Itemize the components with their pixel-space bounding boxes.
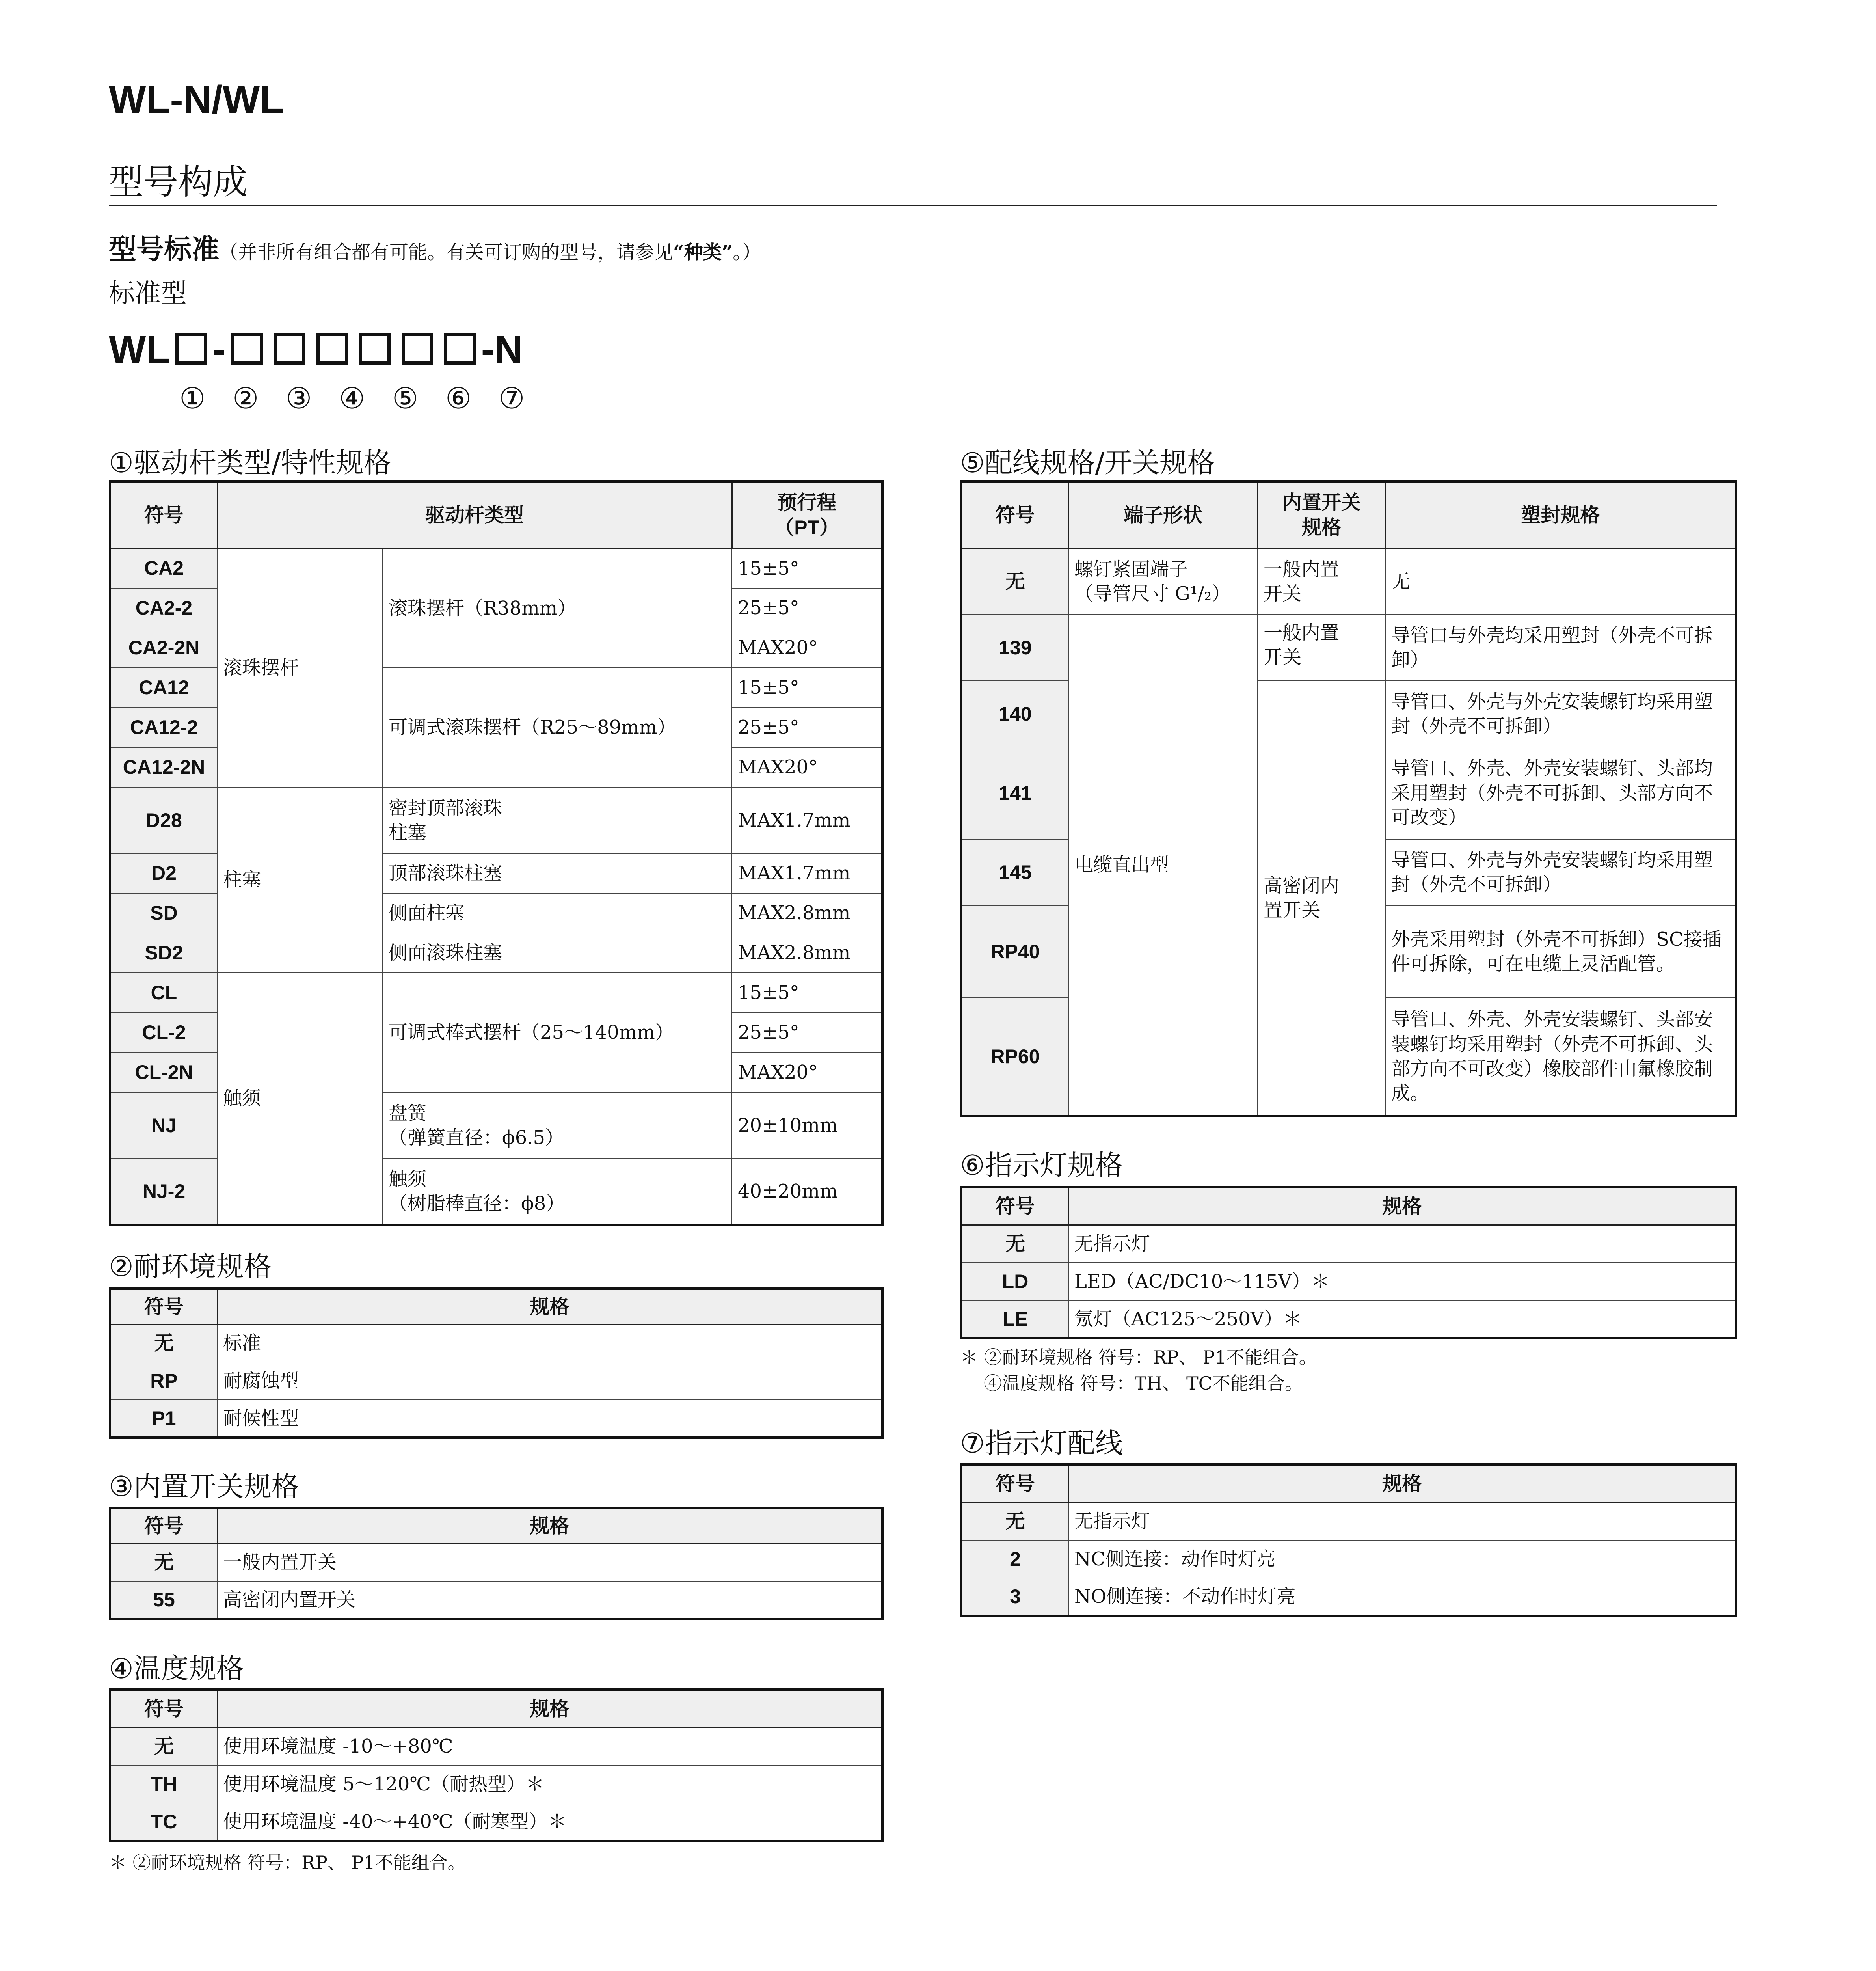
code-prefix: WL — [109, 328, 170, 372]
environment-table — [109, 1287, 884, 1439]
code-box-2 — [231, 333, 263, 365]
t1-header-pt: 预行程 （PT） — [732, 481, 882, 548]
actuator-table — [109, 480, 884, 1226]
table-row-code: 无 — [961, 1502, 1068, 1540]
pt-value: MAX20° — [732, 628, 882, 668]
table-row-code: NJ-2 — [110, 1159, 217, 1225]
position-number: ⑥ — [445, 382, 472, 415]
table-row-spec: NO侧连接：不动作时灯亮 — [1068, 1578, 1736, 1616]
table-row-spec: 使用环境温度 5～120℃（耐热型）＊ — [217, 1765, 882, 1803]
terminal-label: 螺钉紧固端子 （导管尺寸 G¹/₂） — [1068, 548, 1258, 615]
table-row-spec: NC侧连接：动作时灯亮 — [1068, 1540, 1736, 1578]
wiring-table — [960, 480, 1737, 1117]
indicator-wiring-table — [960, 1463, 1737, 1617]
table-row-code: 无 — [110, 1727, 217, 1765]
switch-table — [109, 1507, 884, 1620]
t2-header-spec: 规格 — [217, 1289, 882, 1324]
table-row-code: CA2-2 — [110, 588, 217, 628]
pt-value: MAX2.8mm — [732, 893, 882, 933]
table-row-spec: 高密闭内置开关 — [217, 1581, 882, 1619]
title-divider — [109, 205, 1717, 206]
type-label: 密封顶部滚珠 柱塞 — [383, 787, 732, 853]
table-row-code: RP60 — [961, 998, 1068, 1116]
table-row-code: P1 — [110, 1400, 217, 1438]
code-box-1 — [175, 333, 207, 365]
t1-header-type: 驱动杆类型 — [217, 481, 732, 548]
code-dash: - — [212, 328, 226, 372]
pt-value: MAX20° — [732, 1053, 882, 1092]
table-row-code: RP40 — [961, 905, 1068, 998]
switch-label: 一般内置 开关 — [1258, 615, 1385, 681]
table-row-code: 无 — [110, 1543, 217, 1581]
t6-footnote-1: ＊ ②耐环境规格 符号：RP、 P1不能组合。 — [960, 1347, 1317, 1368]
t2-title: ②耐环境规格 — [109, 1250, 272, 1283]
table-row-spec: 耐腐蚀型 — [217, 1362, 882, 1400]
position-number: ② — [233, 382, 259, 415]
t3-header-code: 符号 — [110, 1508, 217, 1543]
table-row-code: SD2 — [110, 933, 217, 973]
t5-header-terminal: 端子形状 — [1068, 481, 1258, 548]
t2-header-code: 符号 — [110, 1289, 217, 1324]
t4-header-code: 符号 — [110, 1690, 217, 1727]
switch-label: 一般内置 开关 — [1258, 548, 1385, 615]
table-row-code: RP — [110, 1362, 217, 1400]
t5-title: ⑤配线规格/开关规格 — [960, 447, 1215, 479]
table-row-code: 无 — [110, 1324, 217, 1362]
t7-title: ⑦指示灯配线 — [960, 1427, 1123, 1459]
table-row-code: 140 — [961, 681, 1068, 747]
t1-title: ①驱动杆类型/特性规格 — [109, 447, 391, 479]
table-row-code: 3 — [961, 1578, 1068, 1616]
terminal-label: 电缆直出型 — [1068, 615, 1258, 1116]
code-box-3 — [274, 333, 305, 365]
code-position-numbers — [179, 382, 552, 415]
pt-value: 15±5° — [732, 668, 882, 708]
table-row-code: LD — [961, 1263, 1068, 1300]
seal-spec: 导管口、外壳、外壳安装螺钉、头部均采用塑封（外壳不可拆卸、头部方向不可改变） — [1385, 747, 1736, 839]
t4-title: ④温度规格 — [109, 1652, 244, 1685]
standard-note-link[interactable]: “种类” — [673, 241, 733, 263]
standard-note-prefix: （并非所有组合都有可能。有关可订购的型号，请参见 — [219, 241, 674, 263]
pt-value: 40±20mm — [732, 1159, 882, 1225]
t7-header-code: 符号 — [961, 1464, 1068, 1502]
table-row-code: 141 — [961, 747, 1068, 839]
table-row-code: TC — [110, 1803, 217, 1841]
pt-value: 15±5° — [732, 973, 882, 1013]
seal-spec: 外壳采用塑封（外壳不可拆卸）SC接插件可拆除，可在电缆上灵活配管。 — [1385, 905, 1736, 998]
t6-header-spec: 规格 — [1068, 1187, 1736, 1225]
position-number: ③ — [286, 382, 312, 415]
section-title: 型号构成 — [109, 162, 248, 202]
pt-value: 15±5° — [732, 548, 882, 588]
t1-header-code: 符号 — [110, 481, 217, 548]
standard-title: 型号标准 — [109, 233, 219, 265]
pt-value: 20±10mm — [732, 1092, 882, 1159]
table-row-code: 55 — [110, 1581, 217, 1619]
t3-title: ③内置开关规格 — [109, 1470, 299, 1503]
code-box-4 — [316, 333, 348, 365]
t5-header-code: 符号 — [961, 481, 1068, 548]
table-row-code: CA12 — [110, 668, 217, 708]
t6-title: ⑥指示灯规格 — [960, 1149, 1123, 1181]
code-box-5 — [359, 333, 391, 365]
standard-note-suffix: 。） — [733, 241, 761, 263]
pt-value: 25±5° — [732, 588, 882, 628]
position-number: ④ — [339, 382, 365, 415]
group-label: 柱塞 — [217, 787, 383, 973]
type-label: 可调式棒式摆杆（25～140mm） — [383, 973, 732, 1092]
seal-spec: 导管口、外壳与外壳安装螺钉均采用塑封（外壳不可拆卸） — [1385, 681, 1736, 747]
table-row-code: 无 — [961, 548, 1068, 615]
pt-value: 25±5° — [732, 1013, 882, 1053]
pt-value: MAX2.8mm — [732, 933, 882, 973]
standard-heading — [109, 227, 761, 267]
table-row-code: CA12-2 — [110, 708, 217, 747]
table-row-code: CA2-2N — [110, 628, 217, 668]
standard-subtitle: 标准型 — [109, 278, 187, 308]
position-number: ⑤ — [392, 382, 419, 415]
table-row-code: 无 — [961, 1225, 1068, 1263]
table-row-code: 139 — [961, 615, 1068, 681]
t5-header-seal: 塑封规格 — [1385, 481, 1736, 548]
table-row-code: CL — [110, 973, 217, 1013]
seal-spec: 导管口、外壳、外壳安装螺钉、头部安装螺钉均采用塑封（外壳不可拆卸、头部方向不可改变）橡胶部件由氟橡胶制成。 — [1385, 998, 1736, 1116]
table-row-spec: 使用环境温度 -10～+80℃ — [217, 1727, 882, 1765]
code-box-7 — [444, 333, 476, 365]
table-row-spec: 使用环境温度 -40～+40℃（耐寒型）＊ — [217, 1803, 882, 1841]
pt-value: MAX20° — [732, 747, 882, 787]
indicator-table — [960, 1186, 1737, 1339]
group-label: 触须 — [217, 973, 383, 1225]
table-row-code: LE — [961, 1300, 1068, 1338]
table-row-spec: 无指示灯 — [1068, 1502, 1736, 1540]
table-row-code: 145 — [961, 839, 1068, 905]
type-label: 侧面滚珠柱塞 — [383, 933, 732, 973]
switch-label: 高密闭内 置开关 — [1258, 681, 1385, 1116]
pt-value: MAX1.7mm — [732, 853, 882, 893]
table-row-code: CL-2 — [110, 1013, 217, 1053]
table-row-code: NJ — [110, 1092, 217, 1159]
table-row-spec: 标准 — [217, 1324, 882, 1362]
table-row-code: D2 — [110, 853, 217, 893]
table-row-spec: 无指示灯 — [1068, 1225, 1736, 1263]
table-row-spec: 耐候性型 — [217, 1400, 882, 1438]
t5-header-switch: 内置开关 规格 — [1258, 481, 1385, 548]
code-suffix: -N — [481, 328, 523, 372]
seal-spec: 导管口、外壳与外壳安装螺钉均采用塑封（外壳不可拆卸） — [1385, 839, 1736, 905]
temperature-table — [109, 1688, 884, 1842]
t4-footnote: ＊ ②耐环境规格 符号：RP、 P1不能组合。 — [109, 1852, 466, 1873]
table-row-code: D28 — [110, 787, 217, 853]
code-box-6 — [402, 333, 433, 365]
t7-header-spec: 规格 — [1068, 1464, 1736, 1502]
position-number: ① — [179, 382, 206, 415]
position-number: ⑦ — [499, 382, 525, 415]
type-label: 盘簧 （弹簧直径：ϕ6.5） — [383, 1092, 732, 1159]
table-row-code: CL-2N — [110, 1053, 217, 1092]
table-row-spec: 一般内置开关 — [217, 1543, 882, 1581]
t6-header-code: 符号 — [961, 1187, 1068, 1225]
t4-header-spec: 规格 — [217, 1690, 882, 1727]
type-label: 滚珠摆杆（R38mm） — [383, 548, 732, 668]
pt-value: 25±5° — [732, 708, 882, 747]
table-row-spec: 氖灯（AC125～250V）＊ — [1068, 1300, 1736, 1338]
table-row-code: TH — [110, 1765, 217, 1803]
group-label: 滚珠摆杆 — [217, 548, 383, 787]
type-label: 触须 （树脂棒直径：ϕ8） — [383, 1159, 732, 1225]
table-row-code: 2 — [961, 1540, 1068, 1578]
table-row-code: SD — [110, 893, 217, 933]
table-row-spec: LED（AC/DC10～115V）＊ — [1068, 1263, 1736, 1300]
t3-header-spec: 规格 — [217, 1508, 882, 1543]
model-code-pattern — [109, 327, 523, 373]
t6-footnote-2: ④温度规格 符号：TH、 TC不能组合。 — [984, 1373, 1303, 1394]
seal-spec: 导管口与外壳均采用塑封（外壳不可拆卸） — [1385, 615, 1736, 681]
model-title: WL-N/WL — [109, 78, 284, 122]
type-label: 顶部滚珠柱塞 — [383, 853, 732, 893]
pt-value: MAX1.7mm — [732, 787, 882, 853]
type-label: 侧面柱塞 — [383, 893, 732, 933]
table-row-code: CA2 — [110, 548, 217, 588]
type-label: 可调式滚珠摆杆（R25～89mm） — [383, 668, 732, 787]
seal-spec: 无 — [1385, 548, 1736, 615]
table-row-code: CA12-2N — [110, 747, 217, 787]
